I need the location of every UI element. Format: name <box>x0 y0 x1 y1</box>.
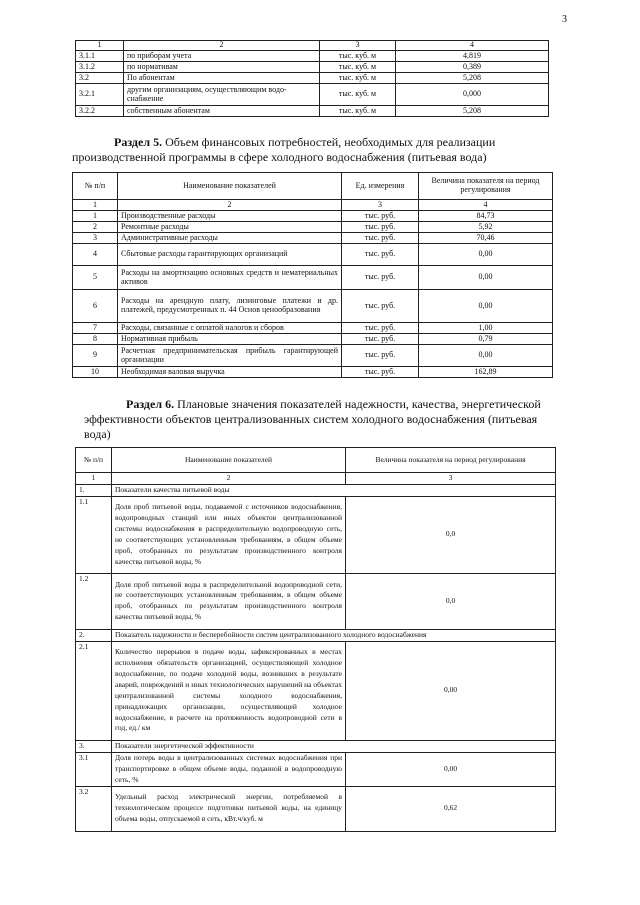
row-unit: тыс. руб. <box>342 345 419 367</box>
table-row <box>76 641 556 740</box>
row-name: Расчетная предпринимательская прибыль гарантирующей организации <box>118 345 342 367</box>
table-row <box>73 222 553 233</box>
page-number: 3 <box>562 14 567 25</box>
column-numbers-row <box>76 473 556 485</box>
row-unit: тыс. руб. <box>342 233 419 244</box>
table-row <box>73 367 553 378</box>
table-row <box>73 334 553 345</box>
table-header-row <box>76 448 556 473</box>
row-value: 162,89 <box>419 367 553 378</box>
row-number: 9 <box>73 345 118 367</box>
row-name: Доля проб питьевой воды в распределительной водопроводной сети, не соответствующих установленным требованиям, в общем объеме проб, отобранных по результатам производственного контроля качества питьевой воды, % <box>112 573 346 629</box>
row-value: 0,00 <box>419 345 553 367</box>
row-name: Ремонтные расходы <box>118 222 342 233</box>
row-number: 3.2.2 <box>76 106 124 117</box>
row-value: 0,000 <box>396 84 549 106</box>
row-name: Расходы, связанные с оплатой налогов и сборов <box>118 323 342 334</box>
table-header-row <box>76 41 549 51</box>
section6-heading <box>84 397 566 442</box>
column-header: Наименование показателей <box>118 173 342 200</box>
row-value: 1,00 <box>419 323 553 334</box>
column-numbers-row <box>73 200 553 211</box>
table-header-row <box>73 173 553 200</box>
column-number: 2 <box>118 200 342 211</box>
row-name: по нормативам <box>124 62 320 73</box>
column-number: 4 <box>419 200 553 211</box>
table-row <box>73 244 553 266</box>
column-number: 3 <box>320 41 396 51</box>
row-name: Сбытовые расходы гарантирующих организаций <box>118 244 342 266</box>
table-row <box>76 62 549 73</box>
column-number: 3 <box>342 200 419 211</box>
row-value: 0,00 <box>419 266 553 290</box>
row-value: 5,92 <box>419 222 553 233</box>
financial-needs-table <box>72 172 553 378</box>
indicators-table <box>75 447 556 832</box>
row-number: 6 <box>73 290 118 323</box>
table-row <box>76 496 556 573</box>
group-title: Показатели качества питьевой воды <box>112 484 556 496</box>
row-number: 1 <box>73 211 118 222</box>
column-number: 4 <box>396 41 549 51</box>
row-number: 3 <box>73 233 118 244</box>
row-unit: тыс. куб. м <box>320 106 396 117</box>
row-number: 2 <box>73 222 118 233</box>
row-name: Количество перерывов в подаче воды, зафиксированных в местах исполнения обязательств организацией, осуществляющей холодное водоснабжение, по подаче холодной воды, возникших в результате аварий, повреждений и иных технологических нарушений на объектах централизованной системы холодного водоснабжения, принадлежащих организации, осуществляющей холодное водоснабжение, в расчете на протяженность водопроводной сети в год, ед./ км <box>112 641 346 740</box>
group-row <box>76 740 556 752</box>
row-unit: тыс. руб. <box>342 367 419 378</box>
row-name: собственным абонентам <box>124 106 320 117</box>
row-value: 0,79 <box>419 334 553 345</box>
production-volume-table <box>75 40 549 117</box>
row-unit: тыс. руб. <box>342 244 419 266</box>
group-row <box>76 629 556 641</box>
column-number: 1 <box>73 200 118 211</box>
row-unit: тыс. руб. <box>342 290 419 323</box>
row-name: Доля потерь воды в централизованных системах водоснабжения при транспортировке в общем объеме воды, поданной в водопроводную сеть, % <box>112 752 346 786</box>
table-row <box>76 51 549 62</box>
column-header: Ед. измерения <box>342 173 419 200</box>
group-number: 2. <box>76 629 112 641</box>
column-header: Величина показателя на период регулирования <box>346 448 556 473</box>
row-value: 5,208 <box>396 73 549 84</box>
row-unit: тыс. руб. <box>342 211 419 222</box>
row-number: 7 <box>73 323 118 334</box>
row-name: Расходы на амортизацию основных средств и нематериальных активов <box>118 266 342 290</box>
row-name: Нормативная прибыль <box>118 334 342 345</box>
column-number: 1 <box>76 473 112 485</box>
row-name: по приборам учета <box>124 51 320 62</box>
table-row <box>76 573 556 629</box>
row-number: 2.1 <box>76 641 112 740</box>
column-header: № п/п <box>76 448 112 473</box>
section6-title: Плановые значения показателей надежности, качества, энергетической эффективности объектов централизованных систем холодного водоснабжения (питьевая вода) <box>84 397 541 441</box>
row-unit: тыс. руб. <box>342 222 419 233</box>
row-value: 0,00 <box>419 244 553 266</box>
column-number: 3 <box>346 473 556 485</box>
row-number: 1.2 <box>76 573 112 629</box>
row-name: По абонентам <box>124 73 320 84</box>
row-value: 0,00 <box>346 752 556 786</box>
row-unit: тыс. куб. м <box>320 84 396 106</box>
row-unit: тыс. руб. <box>342 323 419 334</box>
row-unit: тыс. руб. <box>342 266 419 290</box>
group-title: Показатели энергетической эффективности <box>112 740 556 752</box>
column-number: 2 <box>124 41 320 51</box>
table-row <box>73 266 553 290</box>
row-name: Доля проб питьевой воды, подаваемой с источников водоснабжения, водопроводных станций или иных объектов централизованной системы водоснабжения в распределительную водопроводную сеть, не соответствующих установленным требованиям, в общем объеме проб, отобранных по результатам производственного контроля качества питьевой воды, % <box>112 496 346 573</box>
row-unit: тыс. куб. м <box>320 51 396 62</box>
table-row <box>76 73 549 84</box>
row-value: 84,73 <box>419 211 553 222</box>
section5-heading <box>72 135 564 165</box>
row-number: 3.1.1 <box>76 51 124 62</box>
column-number: 1 <box>76 41 124 51</box>
row-value: 0,62 <box>346 786 556 831</box>
table-row <box>73 323 553 334</box>
section5-label: Раздел 5. <box>114 135 163 149</box>
column-header: Величина показателя на период регулирования <box>419 173 553 200</box>
table-row <box>76 786 556 831</box>
row-number: 1.1 <box>76 496 112 573</box>
row-number: 5 <box>73 266 118 290</box>
row-value: 70,46 <box>419 233 553 244</box>
table-row <box>73 345 553 367</box>
row-name: Административные расходы <box>118 233 342 244</box>
table-row <box>76 84 549 106</box>
group-number: 1. <box>76 484 112 496</box>
row-number: 3.2 <box>76 73 124 84</box>
section5-title: Объем финансовых потребностей, необходимых для реализации производственной программы в сфере холодного водоснабжения (питьевая вода) <box>72 135 496 164</box>
table-row <box>73 233 553 244</box>
column-header: Наименование показателей <box>112 448 346 473</box>
row-value: 0,0 <box>346 573 556 629</box>
group-number: 3. <box>76 740 112 752</box>
row-value: 0,00 <box>419 290 553 323</box>
column-header: № п/п <box>73 173 118 200</box>
row-number: 3.2.1 <box>76 84 124 106</box>
row-number: 3.1.2 <box>76 62 124 73</box>
row-name: Необходимая валовая выручка <box>118 367 342 378</box>
row-number: 3.2 <box>76 786 112 831</box>
table-row <box>73 290 553 323</box>
row-value: 0,00 <box>346 641 556 740</box>
group-title: Показатель надежности и бесперебойности систем централизованного холодного водоснабжения <box>112 629 556 641</box>
column-number: 2 <box>112 473 346 485</box>
row-value: 5,208 <box>396 106 549 117</box>
table-row <box>76 752 556 786</box>
section6-label: Раздел 6. <box>126 397 175 411</box>
row-value: 0,389 <box>396 62 549 73</box>
row-number: 10 <box>73 367 118 378</box>
row-unit: тыс. куб. м <box>320 73 396 84</box>
row-unit: тыс. куб. м <box>320 62 396 73</box>
row-name: Производственные расходы <box>118 211 342 222</box>
row-name: Расходы на арендную плату, лизинговые платежи и др. платежей, предусмотренных п. 44 Основ ценообразования <box>118 290 342 323</box>
row-number: 3.1 <box>76 752 112 786</box>
group-row <box>76 484 556 496</box>
row-value: 4,819 <box>396 51 549 62</box>
row-unit: тыс. руб. <box>342 334 419 345</box>
row-value: 0,0 <box>346 496 556 573</box>
row-number: 8 <box>73 334 118 345</box>
row-name: Удельный расход электрической энергии, потребляемой в технологическом процессе подготовки питьевой воды, на единицу объема воды, отпускаемой в сеть, кВт.ч/куб. м <box>112 786 346 831</box>
row-number: 4 <box>73 244 118 266</box>
table-row <box>73 211 553 222</box>
row-name: другим организациям, осуществляющим водо-снабжение <box>124 84 320 106</box>
table-row <box>76 106 549 117</box>
